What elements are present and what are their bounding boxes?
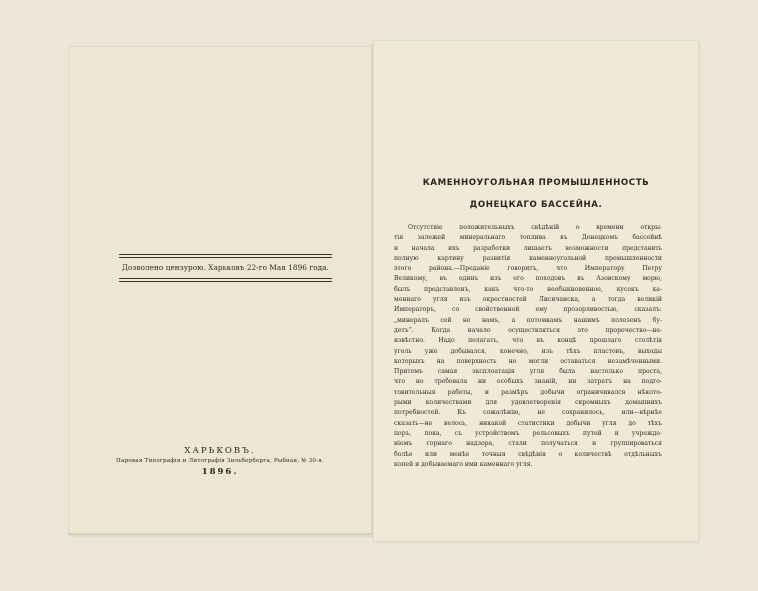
imprint-year: 1896. [201,467,239,477]
imprint-printer: Паровая Типографія и Литографія Зильберберга, Рыбная, № 30-я. [116,458,324,464]
body-line: поръ, пока, съ устройствомъ рельсовыхъ путей и учрежде- [394,429,662,437]
body-line: Притомъ самая эксплоатація угля была настолько проста, [394,368,662,376]
body-line: рыми количествами для удовлетворенія скромныхъ домашнихъ [394,399,662,407]
body-line: копей и добываемаго ими каменнаго угля. [394,460,533,468]
body-line: товительныя работы, и размѣръ добычи ограничивался нѣкото- [394,388,662,396]
body-line: тія залежей минеральнаго топлива въ Донецкомъ бассейнѣ [394,234,662,242]
body-line: и начала ихъ разработки лишаетъ возможности представить [394,244,662,252]
body-line: которыхъ на поверхность не могли оставаться незамѣченными. [394,357,662,365]
body-line: Отсутствіе положительныхъ свѣдѣній о времени откры- [408,224,662,231]
body-line: меннаго угля изъ окрестностей Лисичанска, а тогда великій [394,296,662,304]
body-line: потребностей. Къ сожалѣнію, не сохранилось, или—вѣрнѣе [394,409,662,417]
body-line: что не требовала ни особыхъ знаній, ни затратъ на подго- [394,378,662,386]
body-line: полную картину развитія каменноугольной промышленности [394,254,662,262]
page-title: КАМЕННОУГОЛЬНАЯ ПРОМЫШЛЕННОСТЬ [422,178,650,188]
body-line: извѣстно. Надо полагать, что въ концѣ прошлаго столѣтія [394,337,662,345]
body-line: уголь уже добывался, конечно, изъ тѣхъ пластовъ, выходы [394,347,662,355]
body-line: Великому, въ одинъ изъ его походовъ въ Азовскому морю, [394,275,662,283]
imprint [69,446,371,477]
imprint-city: ХАРЬКОВЪ. [184,446,256,456]
right-page [374,41,698,541]
page-subtitle: ДОНЕЦКАГО БАССЕЙНА. [469,200,603,210]
body-line: былъ представленъ, какъ что-то необыкновенное, кусокъ ка- [394,285,662,293]
left-page [69,47,371,535]
body-line: Императоръ, со свойственной ему прозорливостью, сказалъ: [394,306,662,314]
body-line: этого района.—Преданіе говоритъ, что Императору Петру [394,265,662,273]
body-text [394,223,662,470]
censorship-note: Дозволено цензурою. Харьковъ 22-го Мая 1896 года. [119,257,332,279]
body-line: „минералъ сей не намъ, а потомкамъ нашимъ полезенъ бу- [394,316,662,324]
body-line: ніемъ горнаго надзора, стали получаться и группироваться [394,440,662,448]
body-line: болѣе или менѣе точныя свѣдѣнія о количествѣ отдѣльныхъ [394,450,662,458]
body-line: детъ“. Когда начало осуществляться это пророчество—не- [394,326,662,334]
body-line: сказать—не велось, никакой статистики добычи угля до тѣхъ [394,419,662,427]
